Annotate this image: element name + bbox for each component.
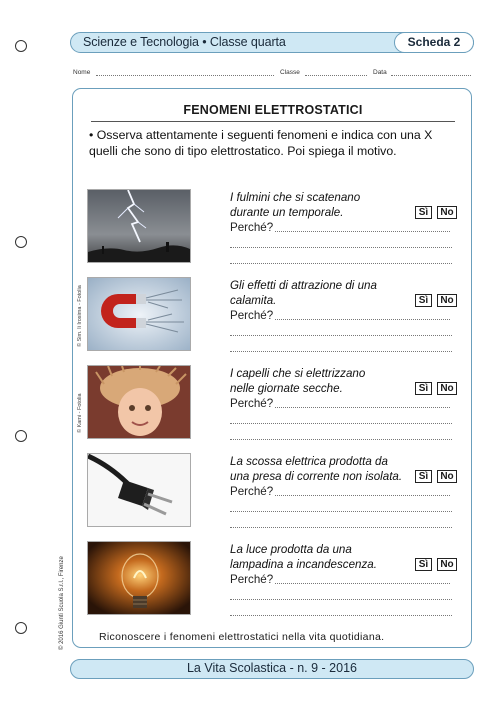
phenomenon-text: I fulmini che si scatenano durante un temporale. <box>230 191 361 219</box>
answer-line[interactable] <box>230 247 452 248</box>
answer-line[interactable] <box>230 615 452 616</box>
binder-hole <box>15 236 27 248</box>
binder-hole <box>15 40 27 52</box>
yes-checkbox[interactable]: Sì <box>415 558 432 571</box>
magnet-photo <box>87 277 191 351</box>
no-checkbox[interactable]: No <box>437 382 457 395</box>
static-hair-photo <box>87 365 191 439</box>
answer-line[interactable] <box>275 583 450 584</box>
photo-credit: © Sim. Ii Irosima - Fotolia <box>77 285 83 347</box>
binder-hole <box>15 430 27 442</box>
no-checkbox[interactable]: No <box>437 558 457 571</box>
phenomenon-item <box>85 277 461 363</box>
name-field[interactable] <box>96 74 274 76</box>
footer-banner: La Vita Scolastica - n. 9 - 2016 <box>70 659 474 679</box>
phenomenon-text: Gli effetti di attrazione di una calamita. <box>230 279 377 307</box>
answer-line[interactable] <box>275 407 450 408</box>
subject-title: Scienze e Tecnologia • Classe quarta <box>83 35 286 49</box>
why-label: Perché? <box>230 221 274 234</box>
no-checkbox[interactable]: No <box>437 294 457 307</box>
binder-hole <box>15 622 27 634</box>
phenomenon-text: I capelli che si elettrizzano nelle giornate secche. <box>230 367 366 395</box>
answer-line[interactable] <box>275 495 450 496</box>
no-checkbox[interactable]: No <box>437 470 457 483</box>
photo-credit: © Kami - Fotolia <box>77 393 83 433</box>
sheet-number-tab: Scheda 2 <box>394 32 474 53</box>
phenomenon-item <box>85 541 461 627</box>
answer-line[interactable] <box>275 319 450 320</box>
lightbulb-photo <box>87 541 191 615</box>
answer-line[interactable] <box>230 439 452 440</box>
yes-checkbox[interactable]: Sì <box>415 382 432 395</box>
no-checkbox[interactable]: No <box>437 206 457 219</box>
instruction-text: • Osserva attentamente i seguenti fenomeni e indica con una X quelli che sono di tipo elettrostatico. Poi spiega il motivo. <box>89 128 433 158</box>
title-underline <box>91 121 455 122</box>
class-field[interactable] <box>305 74 367 76</box>
date-label: Data <box>373 69 387 76</box>
answer-line[interactable] <box>230 351 452 352</box>
lightning-photo <box>87 189 191 263</box>
why-label: Perché? <box>230 309 274 322</box>
answer-line[interactable] <box>230 423 452 424</box>
phenomenon-item <box>85 365 461 451</box>
answer-line[interactable] <box>275 231 450 232</box>
why-label: Perché? <box>230 397 274 410</box>
phenomenon-item <box>85 453 461 539</box>
date-field[interactable] <box>391 74 471 76</box>
copyright-notice: © 2016 Giunti Scuola S.r.l., Firenze <box>59 556 65 650</box>
learning-objective: Riconoscere i fenomeni elettrostatici nella vita quotidiana. <box>99 631 385 643</box>
header-banner <box>70 32 474 53</box>
plug-photo <box>87 453 191 527</box>
phenomenon-text: La luce prodotta da una lampadina a incandescenza. <box>230 543 377 571</box>
name-label: Nome <box>73 69 91 76</box>
answer-line[interactable] <box>230 263 452 264</box>
sheet-title: FENOMENI ELETTROSTATICI <box>183 103 363 117</box>
answer-line[interactable] <box>230 527 452 528</box>
why-label: Perché? <box>230 573 274 586</box>
why-label: Perché? <box>230 485 274 498</box>
yes-checkbox[interactable]: Sì <box>415 294 432 307</box>
answer-line[interactable] <box>230 511 452 512</box>
answer-line[interactable] <box>230 599 452 600</box>
yes-checkbox[interactable]: Sì <box>415 206 432 219</box>
student-info-row <box>73 69 473 79</box>
class-label: Classe <box>280 69 300 76</box>
answer-line[interactable] <box>230 335 452 336</box>
phenomenon-item <box>85 189 461 275</box>
yes-checkbox[interactable]: Sì <box>415 470 432 483</box>
worksheet-body <box>77 95 461 643</box>
phenomenon-text: La scossa elettrica prodotta da una presa di corrente non isolata. <box>230 455 403 483</box>
worksheet-card <box>72 88 472 648</box>
